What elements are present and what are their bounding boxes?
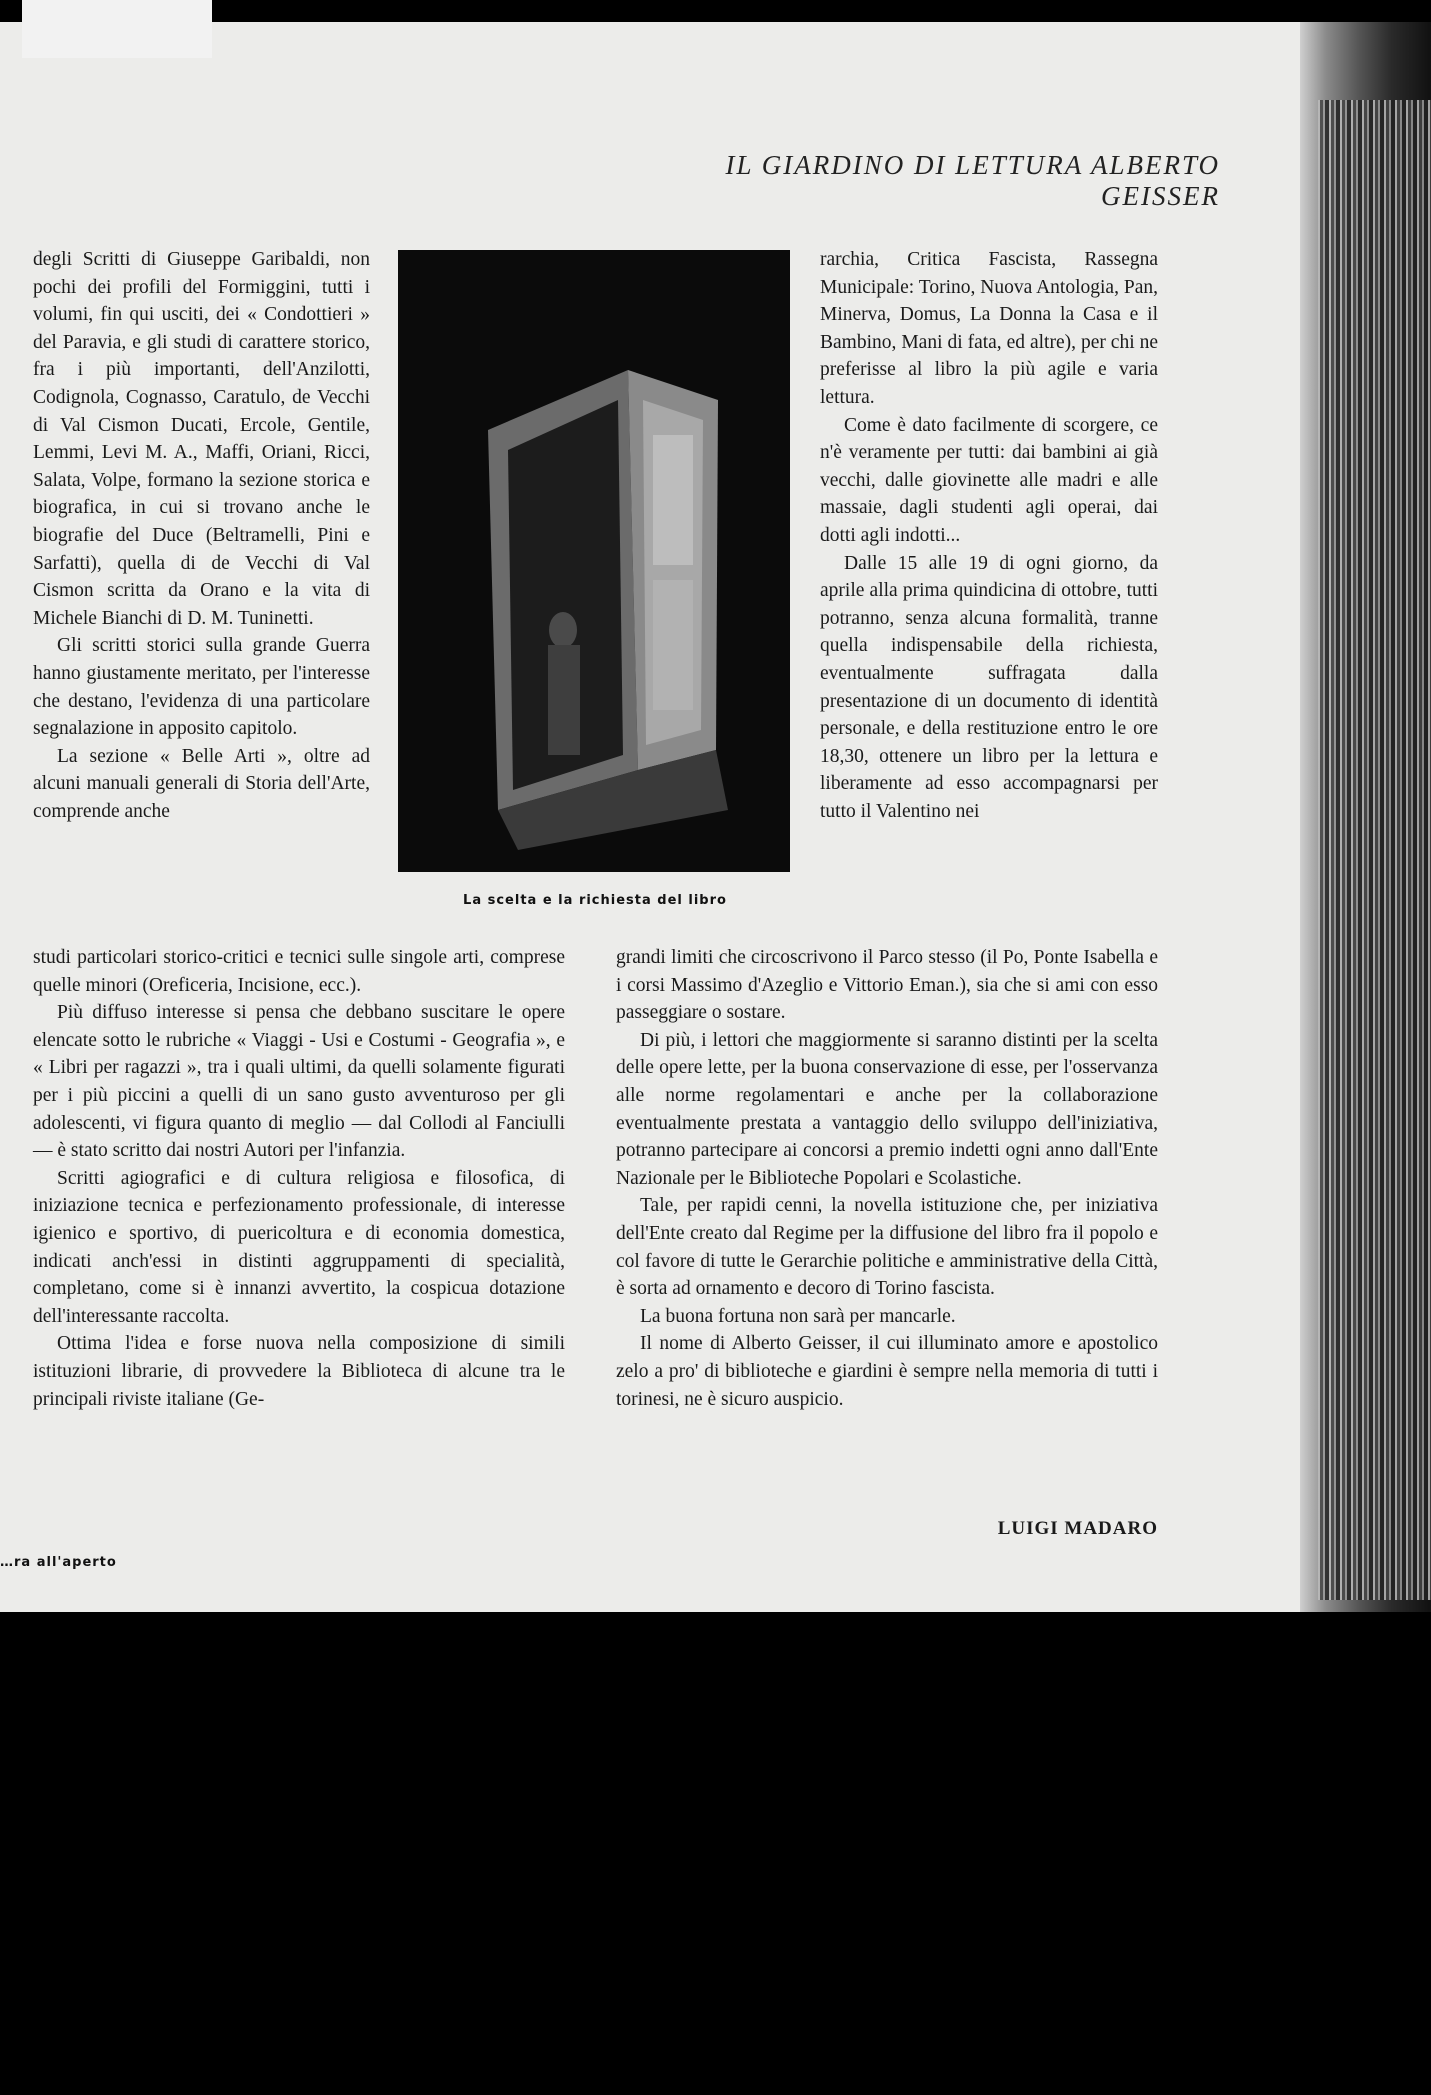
left-column xyxy=(33,246,370,825)
author-signature: LUIGI MADARO xyxy=(997,1518,1158,1539)
left-paragraph-1: degli Scritti di Giuseppe Garibaldi, non pochi dei profili del Formiggini, tutti i volumi, fin qui usciti, dei « Condottieri » del Paravia, e gli studi di carattere storico, fra i più importanti, dell'Anzilotti, Codignola, Cognasso, Caratulo, de Vecchi di Val Cismon Ducati, Ercole, Gentile, Lemmi, Levi M. A., Maffi, Oriani, Ricci, Salata, Volpe, formano la sezione storica e biografica, in cui si trovano anche le biografie del Duce (Beltramelli, Pini e Sarfatti), quella di de Vecchi di Val Cismon scritta da Orano e la vita di Michele Bianchi di D. M. Tuninetti. xyxy=(33,249,370,629)
right-bottom-paragraph-1: grandi limiti che circoscrivono il Parco stesso (il Po, Ponte Isabella e i corsi Massimo d'Azeglio e Vittorio Eman.), sia che si ami con esso passeggiare o sostare. xyxy=(616,947,1158,1024)
right-bottom-paragraph-3: Tale, per rapidi cenni, la novella istituzione che, per iniziativa dell'Ente creato dal Regime per la diffusione del libro fra il popolo e col favore di tutte le Gerarchie politiche e amministrative della Città, è sorta ad ornamento e decoro di Torino fascista. xyxy=(616,1195,1158,1300)
page-edges xyxy=(1318,100,1431,1600)
photo-doorway xyxy=(398,250,790,872)
right-top-column xyxy=(820,246,1158,825)
bottom-left-paragraph-1: studi particolari storico-critici e tecnici sulle singole arti, comprese quelle minori (Oreficeria, Incisione, ecc.). xyxy=(33,947,565,996)
bottom-left-column xyxy=(33,944,565,1413)
page-corner-tab xyxy=(22,0,212,58)
bottom-left-paragraph-2: Più diffuso interesse si pensa che debbano suscitare le opere elencate sotto le rubriche « Viaggi - Usi e Costumi - Geografia », e « Libri per ragazzi », tra i quali ultimi, da quelli solamente figurati per i più piccini a quelli di un sano gusto avventuroso per gli adolescenti, vi figura quanto di meglio — dal Collodi al Fanciulli — è stato scritto dai nostri Autori per l'infanzia. xyxy=(33,1002,565,1162)
right-paragraph-3: Dalle 15 alle 19 di ogni giorno, da aprile alla prima quindicina di ottobre, tutti potranno, senza alcuna formalità, tranne quella indispensabile della richiesta, eventualmente suffragata dalla presentazione di un documento di identità personale, e della restituzione entro le ore 18,30, ottenere un libro per la lettura e liberamente ad esso accompagnarsi per tutto il Valentino nei xyxy=(820,552,1158,822)
right-bottom-paragraph-5: Il nome di Alberto Geisser, il cui illuminato amore e apostolico zelo a pro' di biblioteche e giardini è sempre nella memoria di tutti i torinesi, ne è sicuro auspicio. xyxy=(616,1333,1158,1410)
bottom-left-paragraph-4: Ottima l'idea e forse nuova nella composizione di simili istituzioni librarie, di provvedere la Biblioteca di alcune tra le principali riviste italiane (Ge- xyxy=(33,1333,565,1410)
photo-caption: La scelta e la richiesta del libro xyxy=(463,893,727,908)
right-paragraph-2: Come è dato facilmente di scorgere, ce n'è veramente per tutti: dai bambini ai già vecchi, dalle giovinette alle madri e alle massaie, dagli studenti agli operai, dai dotti agli indotti... xyxy=(820,414,1158,546)
bottom-left-paragraph-3: Scritti agiografici e di cultura religiosa e filosofica, di iniziazione tecnica e perfezionamento professionale, di interesse igienico e sportivo, di puericoltura e di economia domestica, indicati anch'essi in distinti aggruppamenti di specialità, completano, come si è innanzi avvertito, la cospicua dotazione dell'interessante raccolta. xyxy=(33,1167,565,1327)
doorway-photo-illustration xyxy=(398,250,790,872)
bottom-caption: …ra all'aperto xyxy=(0,1555,117,1570)
left-paragraph-3: La sezione « Belle Arti », oltre ad alcuni manuali generali di Storia dell'Arte, comprende anche xyxy=(33,745,370,822)
bottom-black-area xyxy=(0,1612,1431,2095)
running-head: IL GIARDINO DI LETTURA ALBERTO GEISSER xyxy=(725,150,1220,211)
right-paragraph-1: rarchia, Critica Fascista, Rassegna Municipale: Torino, Nuova Antologia, Pan, Minerva, Domus, La Donna la Casa e il Bambino, Mani di fata, ed altre), per chi ne preferisse al libro la più agile e varia lettura. xyxy=(820,249,1158,408)
left-paragraph-2: Gli scritti storici sulla grande Guerra hanno giustamente meritato, per l'interesse che destano, l'evidenza di una particolare segnalazione in apposito capitolo. xyxy=(33,635,370,740)
right-bottom-paragraph-4: La buona fortuna non sarà per mancarle. xyxy=(640,1305,956,1327)
right-bottom-column xyxy=(616,944,1158,1413)
right-bottom-paragraph-2: Di più, i lettori che maggiormente si saranno distinti per la scelta delle opere lette, per la buona conservazione di esse, per l'osservanza alle norme regolamentari e anche per la collaborazione eventualmente prestata a vantaggio dello sviluppo dell'iniziativa, potranno partecipare ai concorsi a premio indetti ogni anno dall'Ente Nazionale per le Biblioteche Popolari e Scolastiche. xyxy=(616,1029,1158,1189)
